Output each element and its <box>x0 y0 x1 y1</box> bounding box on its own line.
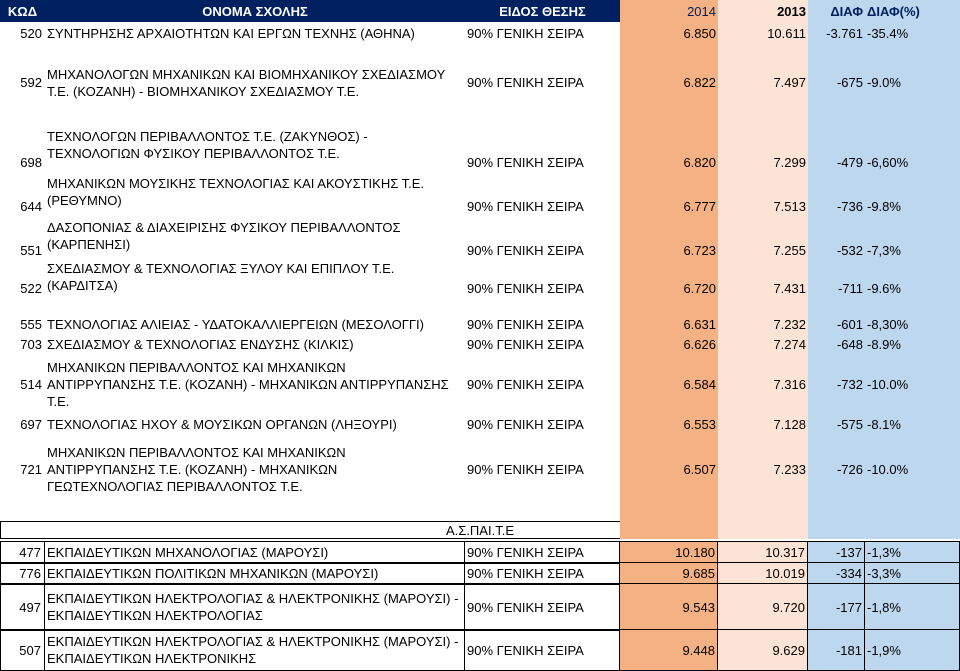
score-diff: -711 <box>808 258 865 296</box>
school-name <box>45 170 465 214</box>
score-diff: -732 <box>808 354 865 414</box>
header-name: ΟΝΟΜΑ ΣΧΟΛΗΣ <box>45 0 465 22</box>
school-name-line: ΣΧΕΔΙΑΣΜΟΥ & ΤΕΧΝΟΛΟΓΙΑΣ ΞΥΛΟΥ ΚΑΙ ΕΠΙΠΛΟΥ Τ.Ε. <box>47 261 395 276</box>
score-diff: -177 <box>808 584 865 630</box>
school-name <box>45 334 465 354</box>
table-row <box>0 562 960 585</box>
school-name <box>45 563 465 584</box>
section-aspaite-band <box>0 521 960 539</box>
school-code: 721 <box>20 461 42 477</box>
school-name-line: ΑΝΤΙΡΡΥΠΑΝΣΗΣ Τ.Ε. (ΚΟΖΑΝΗ) - ΜΗΧΑΝΙΚΩΝ <box>47 461 338 477</box>
score-diff-pct: -6,60% <box>865 120 960 170</box>
score-2014: 6.822 <box>620 45 718 120</box>
header-code: ΚΩΔ <box>0 0 45 22</box>
school-code: 477 <box>0 542 45 563</box>
school-code: 555 <box>20 316 42 332</box>
header-type: ΕΙΔΟΣ ΘΕΣΗΣ <box>465 0 620 22</box>
score-2013: 10.317 <box>718 542 808 563</box>
score-diff-pct: -8,30% <box>865 314 960 334</box>
score-2013: 9.629 <box>718 630 808 670</box>
score-2014: 6.584 <box>620 354 718 414</box>
school-name <box>45 354 465 414</box>
table-row <box>0 22 960 45</box>
header-2013: 2013 <box>718 0 808 22</box>
school-name-line: ΔΑΣΟΠΟΝΙΑΣ & ΔΙΑΧΕΙΡΙΣΗΣ ΦΥΣΙΚΟΥ ΠΕΡΙΒΑΛΛΟΝΤΟΣ <box>47 220 401 235</box>
school-name-line: Τ.Ε. <box>47 393 70 409</box>
score-2013: 7.255 <box>718 214 808 258</box>
school-name <box>45 258 465 296</box>
table-row <box>0 434 960 504</box>
school-name <box>45 314 465 334</box>
header-diff: ΔΙΑΦ <box>808 0 865 22</box>
position-type: 90% ΓΕΝΙΚΗ ΣΕΙΡΑ <box>465 630 620 670</box>
score-diff: -726 <box>808 434 865 504</box>
table-row <box>0 354 960 414</box>
score-diff-pct: -9.6% <box>865 258 960 296</box>
school-name-line: ΕΚΠΑΙΔΕΥΤΙΚΩΝ ΗΛΕΚΤΡΟΛΟΓΙΑΣ & ΗΛΕΚΤΡΟΝΙΚΗΣ (ΜΑΡΟΥΣΙ) - <box>47 634 459 649</box>
school-name-line: ΣΧΕΔΙΑΣΜΟΥ & ΤΕΧΝΟΛΟΓΙΑΣ ΕΝΔΥΣΗΣ (ΚΙΛΚΙΣ) <box>47 336 354 352</box>
section-title: Α.Σ.ΠΑΙ.Τ.Ε <box>445 522 514 538</box>
score-2014: 9.448 <box>620 630 718 670</box>
score-diff: -479 <box>808 120 865 170</box>
position-type: 90% ΓΕΝΙΚΗ ΣΕΙΡΑ <box>467 281 584 296</box>
score-diff: -334 <box>808 563 865 584</box>
table-row <box>0 214 960 258</box>
school-name-line: (ΡΕΘΥΜΝΟ) <box>47 193 122 208</box>
school-name <box>45 584 465 630</box>
school-name-line: ΜΗΧΑΝΙΚΩΝ ΠΕΡΙΒΑΛΛΟΝΤΟΣ ΚΑΙ ΜΗΧΑΝΙΚΩΝ <box>47 444 346 460</box>
score-2013: 7.431 <box>718 258 808 296</box>
school-name-line: ΜΗΧΑΝΟΛΟΓΩΝ ΜΗΧΑΝΙΚΩΝ ΚΑΙ ΒΙΟΜΗΧΑΝΙΚΟΥ ΣΧΕΔΙΑΣΜΟΥ <box>47 66 446 82</box>
school-name <box>45 45 465 120</box>
score-diff: -181 <box>808 630 865 670</box>
school-code: 776 <box>0 563 45 584</box>
score-diff-pct: -9.8% <box>865 170 960 214</box>
score-diff-pct: -35.4% <box>865 22 960 45</box>
school-name <box>45 214 465 258</box>
school-name <box>45 22 465 45</box>
score-2014: 6.507 <box>620 434 718 504</box>
school-name <box>45 120 465 170</box>
score-2014: 6.720 <box>620 258 718 296</box>
score-diff-pct: -10.0% <box>865 434 960 504</box>
score-diff: -601 <box>808 314 865 334</box>
school-name <box>45 630 465 670</box>
score-diff-pct: -9.0% <box>865 45 960 120</box>
score-2013: 10.611 <box>718 22 808 45</box>
score-2014: 6.631 <box>620 314 718 334</box>
position-type: 90% ΓΕΝΙΚΗ ΣΕΙΡΑ <box>467 243 584 258</box>
score-2014: 10.180 <box>620 542 718 563</box>
school-name-line: ΤΕΧΝΟΛΟΓΩΝ ΠΕΡΙΒΑΛΛΟΝΤΟΣ Τ.Ε. (ΖΑΚΥΝΘΟΣ) - <box>47 129 368 144</box>
score-diff-pct: -10.0% <box>865 354 960 414</box>
school-code: 520 <box>20 26 42 41</box>
school-name-line: (ΚΑΡΔΙΤΣΑ) <box>47 278 118 293</box>
score-2014: 6.777 <box>620 170 718 214</box>
school-name-line: ΑΝΤΙΡΡΥΠΑΝΣΗΣ Τ.Ε. (ΚΟΖΑΝΗ) - ΜΗΧΑΝΙΚΩΝ ΑΝΤΙΡΡΥΠΑΝΣΗΣ <box>47 376 449 392</box>
score-2013: 7.513 <box>718 170 808 214</box>
school-name-line: ΓΕΩΤΕΧΝΟΛΟΓΙΑΣ ΠΕΡΙΒΑΛΛΟΝΤΟΣ Τ.Ε. <box>47 478 303 494</box>
score-diff: -575 <box>808 414 865 434</box>
school-name-line: ΤΕΧΝΟΛΟΓΙΑΣ ΗΧΟΥ & ΜΟΥΣΙΚΩΝ ΟΡΓΑΝΩΝ (ΛΗΞΟΥΡΙ) <box>47 416 397 432</box>
school-code: 592 <box>20 75 42 90</box>
position-type: 90% ΓΕΝΙΚΗ ΣΕΙΡΑ <box>467 416 584 432</box>
position-type: 90% ΓΕΝΙΚΗ ΣΕΙΡΑ <box>467 376 584 392</box>
score-2014: 6.626 <box>620 334 718 354</box>
position-type: 90% ΓΕΝΙΚΗ ΣΕΙΡΑ <box>467 461 584 477</box>
score-diff-pct: -8.9% <box>865 334 960 354</box>
score-diff: -675 <box>808 45 865 120</box>
score-2013: 9.720 <box>718 584 808 630</box>
gap-band-2 <box>0 504 960 521</box>
school-code: 644 <box>20 199 42 214</box>
header-row <box>0 0 960 22</box>
score-2014: 6.723 <box>620 214 718 258</box>
score-2013: 10.019 <box>718 563 808 584</box>
score-2013: 7.128 <box>718 414 808 434</box>
score-2013: 7.316 <box>718 354 808 414</box>
score-diff-pct: -7,3% <box>865 214 960 258</box>
score-diff: -736 <box>808 170 865 214</box>
score-2013: 7.232 <box>718 314 808 334</box>
score-diff: -137 <box>808 542 865 563</box>
school-name-line: ΕΚΠΑΙΔΕΥΤΙΚΩΝ ΠΟΛΙΤΙΚΩΝ ΜΗΧΑΝΙΚΩΝ (ΜΑΡΟΥΣΙ) <box>47 566 379 581</box>
score-2014: 6.553 <box>620 414 718 434</box>
school-code: 703 <box>20 336 42 352</box>
table-row <box>0 314 960 334</box>
school-name-line: ΣΥΝΤΗΡΗΣΗΣ ΑΡΧΑΙΟΤΗΤΩΝ ΚΑΙ ΕΡΓΩΝ ΤΕΧΝΗΣ (ΑΘΗΝΑ) <box>47 26 415 41</box>
position-type: 90% ΓΕΝΙΚΗ ΣΕΙΡΑ <box>467 155 584 170</box>
score-diff: -648 <box>808 334 865 354</box>
school-code: 551 <box>20 243 42 258</box>
school-code: 514 <box>20 376 42 392</box>
school-name-line: (ΚΑΡΠΕΝΗΣΙ) <box>47 237 131 252</box>
school-name-line: Τ.Ε. (ΚΟΖΑΝΗ) - ΒΙΟΜΗΧΑΝΙΚΟΥ ΣΧΕΔΙΑΣΜΟΥ Τ.Ε. <box>47 83 360 99</box>
position-type: 90% ΓΕΝΙΚΗ ΣΕΙΡΑ <box>465 563 620 584</box>
score-diff-pct: -1,8% <box>865 584 960 630</box>
header-diff-pct: ΔΙΑΦ(%) <box>865 0 960 22</box>
school-code: 698 <box>20 155 42 170</box>
score-diff-pct: -1,3% <box>865 542 960 563</box>
school-name <box>45 434 465 504</box>
school-name-line: ΕΚΠΑΙΔΕΥΤΙΚΩΝ ΜΗΧΑΝΟΛΟΓΙΑΣ (ΜΑΡΟΥΣΙ) <box>47 545 329 560</box>
table-row <box>0 334 960 354</box>
school-code: 497 <box>0 584 45 630</box>
table-row <box>0 120 960 170</box>
score-2013: 7.274 <box>718 334 808 354</box>
position-type: 90% ΓΕΝΙΚΗ ΣΕΙΡΑ <box>465 584 620 630</box>
score-diff-pct: -3,3% <box>865 563 960 584</box>
table-row <box>0 258 960 296</box>
table-row <box>0 629 960 671</box>
school-name-line: ΤΕΧΝΟΛΟΓΙΑΣ ΑΛΙΕΙΑΣ - ΥΔΑΤΟΚΑΛΛΙΕΡΓΕΙΩΝ (ΜΕΣΟΛΟΓΓΙ) <box>47 316 424 332</box>
gap-band <box>0 296 960 314</box>
school-code: 522 <box>20 281 42 296</box>
school-name-line: ΕΚΠΑΙΔΕΥΤΙΚΩΝ ΗΛΕΚΤΡΟΝΙΚΗΣ <box>47 651 257 666</box>
score-diff: -3.761 <box>808 22 865 45</box>
position-type: 90% ΓΕΝΙΚΗ ΣΕΙΡΑ <box>467 75 584 90</box>
school-name-line: ΕΚΠΑΙΔΕΥΤΙΚΩΝ ΗΛΕΚΤΡΟΛΟΓΙΑΣ & ΗΛΕΚΤΡΟΝΙΚΗΣ (ΜΑΡΟΥΣΙ) - <box>47 591 459 606</box>
score-2014: 6.850 <box>620 22 718 45</box>
school-name-line: ΕΚΠΑΙΔΕΥΤΙΚΩΝ ΗΛΕΚΤΡΟΛΟΓΙΑΣ <box>47 608 263 623</box>
school-name-line: ΜΗΧΑΝΙΚΩΝ ΠΕΡΙΒΑΛΛΟΝΤΟΣ ΚΑΙ ΜΗΧΑΝΙΚΩΝ <box>47 359 346 375</box>
position-type: 90% ΓΕΝΙΚΗ ΣΕΙΡΑ <box>467 26 584 41</box>
school-name-line: ΤΕΧΝΟΛΟΓΙΩΝ ΦΥΣΙΚΟΥ ΠΕΡΙΒΑΛΛΟΝΤΟΣ Τ.Ε. <box>47 146 340 161</box>
position-type: 90% ΓΕΝΙΚΗ ΣΕΙΡΑ <box>467 336 584 352</box>
score-diff-pct: -1,9% <box>865 630 960 670</box>
score-2014: 9.543 <box>620 584 718 630</box>
table-row <box>0 541 960 564</box>
table-row <box>0 414 960 434</box>
position-type: 90% ΓΕΝΙΚΗ ΣΕΙΡΑ <box>467 199 584 214</box>
position-type: 90% ΓΕΝΙΚΗ ΣΕΙΡΑ <box>467 316 584 332</box>
score-2014: 9.685 <box>620 563 718 584</box>
school-name-line: ΜΗΧΑΝΙΚΩΝ ΜΟΥΣΙΚΗΣ ΤΕΧΝΟΛΟΓΙΑΣ ΚΑΙ ΑΚΟΥΣΤΙΚΗΣ Τ.Ε. <box>47 176 425 191</box>
table-row <box>0 45 960 120</box>
score-2014: 6.820 <box>620 120 718 170</box>
score-2013: 7.233 <box>718 434 808 504</box>
school-name <box>45 542 465 563</box>
header-2014: 2014 <box>620 0 718 22</box>
table-row <box>0 170 960 214</box>
score-2013: 7.497 <box>718 45 808 120</box>
table-row <box>0 583 960 631</box>
score-2013: 7.299 <box>718 120 808 170</box>
school-code: 507 <box>0 630 45 670</box>
school-name <box>45 414 465 434</box>
score-diff: -532 <box>808 214 865 258</box>
position-type: 90% ΓΕΝΙΚΗ ΣΕΙΡΑ <box>465 542 620 563</box>
school-code: 697 <box>20 416 42 432</box>
score-diff-pct: -8.1% <box>865 414 960 434</box>
